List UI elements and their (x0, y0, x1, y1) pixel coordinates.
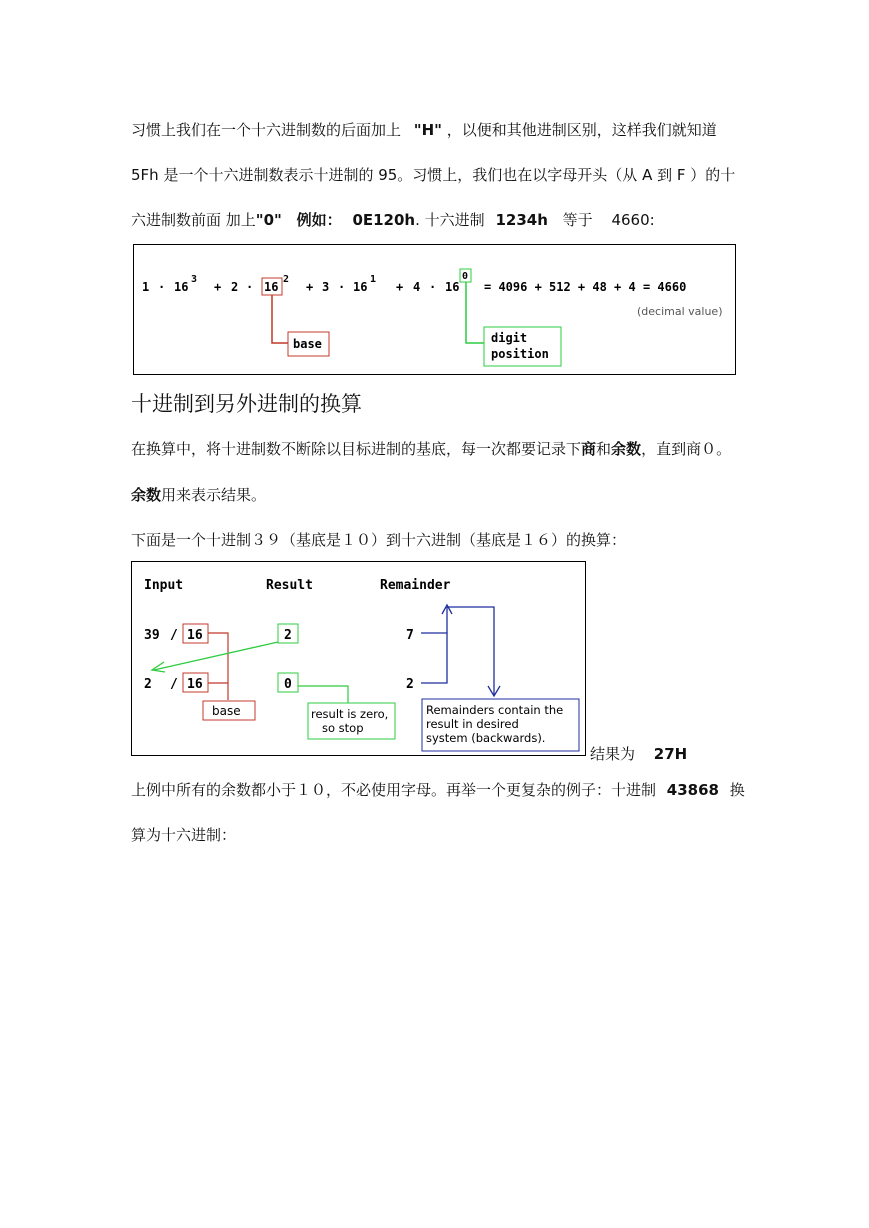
result-label: 结果为 (590, 745, 636, 763)
para2-line3 (131, 529, 626, 550)
exponent: 2 (283, 274, 290, 285)
text: 和 (596, 440, 612, 458)
digit-connector (466, 282, 484, 343)
para3-line2 (131, 824, 236, 845)
base-connector (272, 295, 288, 343)
remainder-bracket (421, 633, 447, 683)
para3-line1 (131, 779, 745, 800)
text: 上例中所有的余数都小于１０，不必使用字母。再举一个更复杂的例子：十进制 (131, 781, 657, 799)
section-heading: 十进制到另外进制的换算 (131, 392, 362, 416)
row2-input: 2 (144, 677, 152, 692)
term-4: 4 (413, 280, 421, 294)
text: 换 (729, 781, 745, 799)
text: 算为十六进制： (131, 826, 237, 844)
header-remainder: Remainder (380, 578, 451, 593)
row2-remainder: 2 (406, 677, 414, 692)
example-decimal: 43868 (666, 781, 719, 799)
text: 六进制数前面 加上 (131, 211, 256, 229)
base-16: 16 (264, 280, 279, 294)
term-2: 2 (231, 280, 239, 294)
para1-line1 (131, 119, 717, 140)
base-16: 16 (445, 280, 460, 294)
row1-input: 39 (144, 628, 160, 643)
exponent: 1 (370, 274, 377, 285)
remainder-note-line1: Remainders contain the (426, 703, 564, 717)
text: 习惯上我们在一个十六进制数的后面加上 (131, 121, 402, 139)
remainder-note-line2: result in desired (426, 717, 519, 731)
text: ，直到商０。 (641, 440, 732, 458)
row1-result: 2 (284, 628, 292, 643)
base-label: base (212, 704, 241, 718)
row1-base: 16 (187, 628, 203, 643)
remainder-loop-line (447, 607, 494, 695)
row2-result: 0 (284, 677, 292, 692)
equation-rhs: = 4096 + 512 + 48 + 4 = 4660 (484, 280, 687, 294)
para2-line2 (131, 484, 266, 505)
para1-line3 (131, 209, 655, 230)
h-suffix: "H" (413, 121, 442, 139)
row1-slash: / (170, 628, 178, 643)
carry-arrow-line (154, 642, 278, 670)
term-1: 1 (142, 280, 150, 294)
term-3: 3 (322, 280, 330, 294)
decimal-value-note: (decimal value) (637, 305, 723, 318)
exponent: 0 (462, 271, 469, 282)
dot: · (246, 280, 254, 294)
row2-base: 16 (187, 677, 203, 692)
row2-slash: / (170, 677, 178, 692)
remainder-note-line3: system (backwards). (426, 731, 546, 745)
exponent: 3 (191, 274, 198, 285)
zero-note-line1: result is zero, (311, 707, 389, 721)
dot: · (429, 280, 437, 294)
zero-prefix: "0" (255, 211, 282, 229)
header-input: Input (144, 578, 184, 593)
zero-bracket (298, 686, 348, 703)
base-label: base (293, 337, 322, 351)
text: . 十六进制 (415, 211, 485, 229)
plus: + (306, 280, 314, 294)
position-label: position (491, 347, 549, 361)
result-value: 27H (653, 745, 688, 763)
para1-line2 (131, 164, 735, 185)
text: 等于 (562, 211, 593, 229)
result-line (590, 743, 687, 764)
hex-value: 1234h (495, 211, 548, 229)
remainder-term: 余数 (611, 440, 642, 458)
text: 下面是一个十进制３９（基底是１０）到十六进制（基底是１６）的换算： (131, 531, 627, 549)
quotient-term: 商 (581, 440, 597, 458)
dot: · (338, 280, 346, 294)
remainder-term: 余数 (131, 486, 162, 504)
zero-note-line2: so stop (322, 721, 364, 735)
text: 5Fh 是一个十六进制数表示十进制的 95。习惯上，我们也在以字母开头（从 A 到 F ）的十 (131, 166, 736, 184)
decimal-value: 4660: (611, 211, 655, 229)
base-16: 16 (353, 280, 368, 294)
digit-label: digit (491, 331, 528, 345)
dot: · (158, 280, 166, 294)
para2-line1 (131, 438, 731, 459)
carry-arrow-head (152, 662, 165, 672)
text: 在换算中，将十进制数不断除以目标进制的基底，每一次都要记录下 (131, 440, 582, 458)
text: 用来表示结果。 (161, 486, 267, 504)
base-16: 16 (174, 280, 189, 294)
text: ，以便和其他进制区别，这样我们就知道 (446, 121, 717, 139)
example-value: 0E120h (352, 211, 416, 229)
example-label: 例如： (296, 211, 342, 229)
figure-hex-expansion (133, 244, 736, 375)
figure-division-example (131, 561, 586, 756)
row1-remainder: 7 (406, 628, 414, 643)
plus: + (396, 280, 404, 294)
plus: + (214, 280, 222, 294)
header-result: Result (266, 578, 313, 593)
base-bracket (208, 633, 228, 700)
